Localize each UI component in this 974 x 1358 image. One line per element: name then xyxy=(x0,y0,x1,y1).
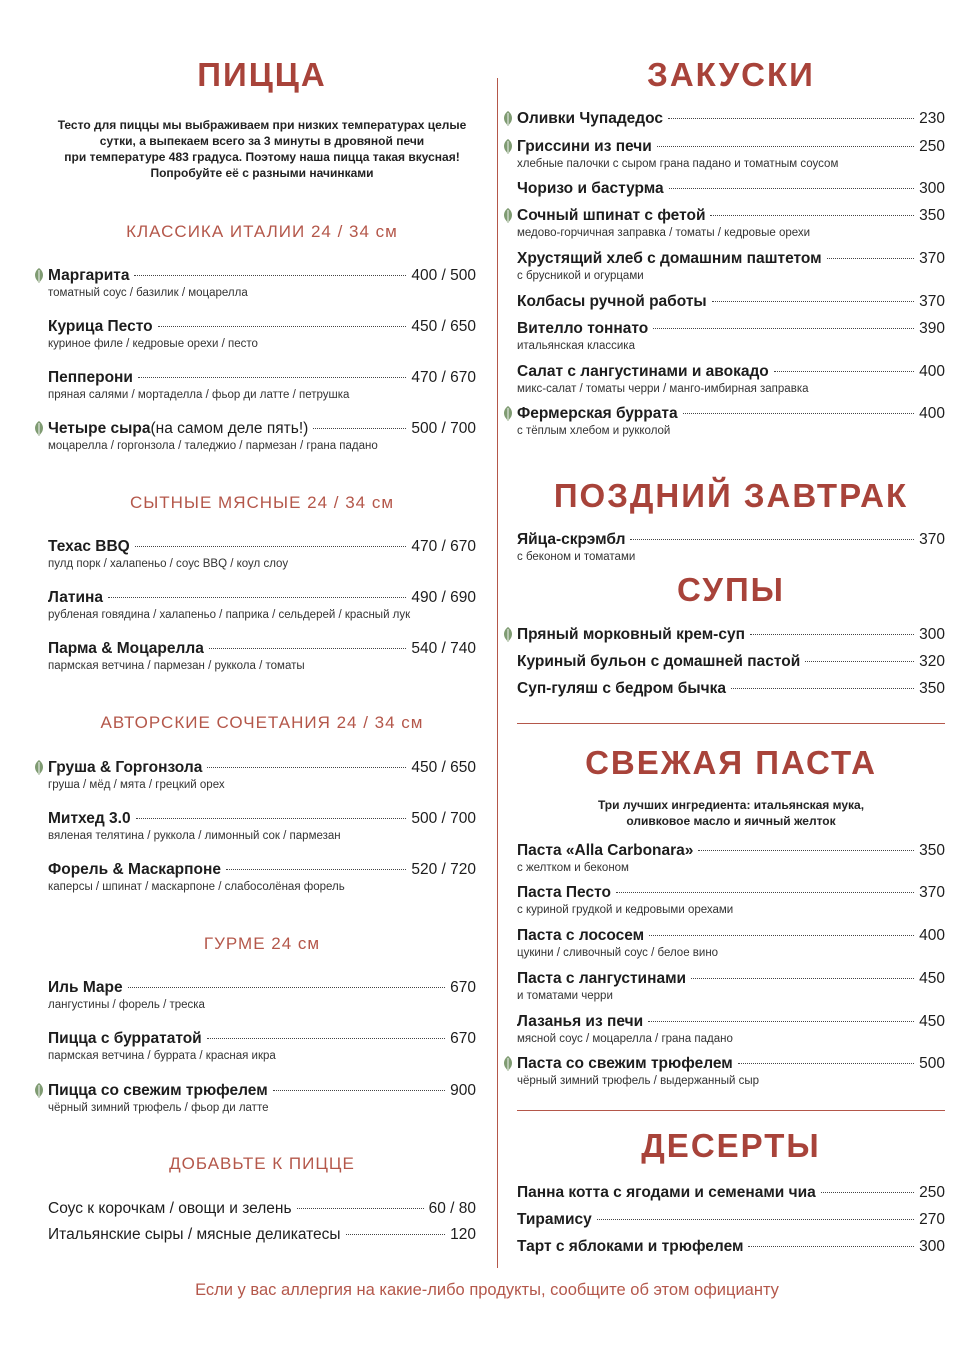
menu-item-row xyxy=(517,136,945,157)
vegetarian-leaf-icon xyxy=(503,627,513,642)
menu-item-price: 400 xyxy=(919,363,945,380)
menu-item-row xyxy=(517,1236,945,1257)
menu-item xyxy=(517,1236,945,1257)
dot-leader xyxy=(346,1234,446,1235)
menu-item-name: Паста с лососем xyxy=(517,927,645,944)
menu-item-name: Салат с лангустинами и авокадо xyxy=(517,363,769,380)
allergy-note: Если у вас аллергия на какие-либо продукты, сообщите об этом официанту xyxy=(195,1281,779,1299)
menu-item-row xyxy=(517,968,945,989)
menu-item-price: 350 xyxy=(919,842,945,859)
dot-leader xyxy=(128,987,445,988)
vegetarian-leaf-icon xyxy=(503,208,513,223)
menu-item-row xyxy=(517,1209,945,1230)
menu-item-row xyxy=(517,291,945,312)
soups-title: СУПЫ xyxy=(677,571,785,608)
vegetarian-leaf-icon xyxy=(503,139,513,154)
menu-item-price: 400 xyxy=(919,927,945,944)
menu-item-row xyxy=(517,403,945,424)
menu-item xyxy=(48,418,476,453)
dot-leader xyxy=(750,634,914,635)
menu-item-name: Парма & Моцарелла xyxy=(48,640,204,657)
menu-item-description: мясной соус / моцарелла / грана падано xyxy=(517,1033,733,1045)
menu-item xyxy=(517,1011,945,1046)
dot-leader xyxy=(748,1246,914,1247)
menu-item-row xyxy=(48,638,476,659)
dot-leader xyxy=(135,546,407,547)
menu-item-price: 370 xyxy=(919,250,945,267)
menu-item-name: Пицца с буррататой xyxy=(48,1030,202,1047)
menu-item-price: 370 xyxy=(919,531,945,548)
section-title: ДОБАВЬТЕ К ПИЦЦЕ xyxy=(169,1154,355,1173)
breakfast-title: ПОЗДНИЙ ЗАВТРАК xyxy=(553,477,909,514)
menu-item xyxy=(517,108,945,129)
menu-item-row xyxy=(48,536,476,557)
menu-item-name: Латина xyxy=(48,589,103,606)
menu-item-name: Сочный шпинат с фетой xyxy=(517,207,706,224)
menu-item-price: 250 xyxy=(919,1184,945,1201)
menu-item-name: Колбасы ручной работы xyxy=(517,293,707,310)
dot-leader xyxy=(668,118,914,119)
dot-leader xyxy=(805,661,914,662)
dot-leader xyxy=(313,428,406,429)
dot-leader xyxy=(649,935,914,936)
menu-item-row xyxy=(517,248,945,269)
menu-item-name: Тирамису xyxy=(517,1211,592,1228)
menu-item-row xyxy=(48,587,476,608)
menu-item xyxy=(517,248,945,283)
section-title: КЛАССИКА ИТАЛИИ 24 / 34 см xyxy=(126,222,398,241)
menu-item xyxy=(48,1028,476,1063)
menu-item xyxy=(517,925,945,960)
dot-leader xyxy=(209,648,407,649)
menu-item-description: с беконом и томатами xyxy=(517,551,636,563)
menu-item-price: 490 / 690 xyxy=(411,589,476,606)
menu-item-row xyxy=(48,1080,476,1101)
menu-item-name: Пряный морковный крем-суп xyxy=(517,626,745,643)
menu-item-price: 540 / 740 xyxy=(411,640,476,657)
menu-item-row xyxy=(517,651,945,672)
menu-item-price: 500 xyxy=(919,1055,945,1072)
section-title: ГУРМЕ 24 см xyxy=(203,934,321,953)
menu-item-name: Иль Маре xyxy=(48,979,123,996)
menu-item-row xyxy=(517,840,945,861)
menu-item-row xyxy=(48,859,476,880)
menu-item xyxy=(517,291,945,312)
dot-leader xyxy=(657,146,914,147)
menu-item-name: Пепперони xyxy=(48,369,133,386)
menu-item-row xyxy=(48,977,476,998)
menu-item-description: куриное филе / кедровые орехи / песто xyxy=(48,338,258,350)
menu-item-row xyxy=(48,367,476,388)
menu-item-name: Паста с лангустинами xyxy=(517,970,687,987)
zakuski-title: ЗАКУСКИ xyxy=(647,56,815,93)
dot-leader xyxy=(616,892,914,893)
menu-item-name: Куриный бульон с домашней пастой xyxy=(517,653,801,670)
dot-leader xyxy=(108,597,406,598)
menu-item xyxy=(517,882,945,917)
menu-item xyxy=(517,1053,945,1088)
menu-item-price: 400 xyxy=(919,405,945,422)
dot-leader xyxy=(774,371,914,372)
menu-item-row xyxy=(517,178,945,199)
menu-item-description: томатный соус / базилик / моцарелла xyxy=(48,287,248,299)
menu-item xyxy=(48,316,476,351)
menu-item-price: 60 / 80 xyxy=(428,1200,476,1217)
menu-item xyxy=(48,367,476,402)
dot-leader xyxy=(273,1090,445,1091)
menu-item-name: Оливки Чупадедос xyxy=(517,110,664,127)
menu-item xyxy=(517,529,945,564)
menu-item-name: Чоризо и бастурма xyxy=(517,180,664,197)
dot-leader xyxy=(630,539,914,540)
dot-leader xyxy=(691,978,914,979)
menu-item-name: Яйца-скрэмбл xyxy=(517,531,626,548)
menu-item xyxy=(48,859,476,894)
menu-item-name: Паста «Alla Carbonara» xyxy=(517,842,694,859)
menu-item-row xyxy=(517,624,945,645)
menu-item-price: 350 xyxy=(919,680,945,697)
menu-item-description: с тёплым хлебом и рукколой xyxy=(517,425,671,437)
menu-item-description: с желтком и беконом xyxy=(517,862,629,874)
menu-item-price: 250 xyxy=(919,138,945,155)
menu-item-price: 900 xyxy=(450,1082,476,1099)
dot-leader xyxy=(158,326,407,327)
menu-item-row xyxy=(517,205,945,226)
menu-item-description: чёрный зимний трюфель / фьор ди латте xyxy=(48,1102,269,1114)
menu-item-description: вяленая телятина / руккола / лимонный сок / пармезан xyxy=(48,830,341,842)
section-title: СЫТНЫЕ МЯСНЫЕ 24 / 34 см xyxy=(129,493,395,512)
menu-item-description: итальянская классика xyxy=(517,340,635,352)
pizza-intro: Тесто для пиццы мы выбраживаем при низких температурах целые сутки, а выпекаем всего за 3 минуты в дровяной печи при температуре 483 градуса. Поэтому наша пицца такая вкусная! Попробуйте её с разными начинками xyxy=(57,118,467,180)
menu-item xyxy=(517,318,945,353)
dot-leader xyxy=(738,1063,914,1064)
dot-leader xyxy=(226,869,406,870)
menu-item-row xyxy=(48,757,476,778)
menu-item xyxy=(48,638,476,673)
menu-item-name: Паста Песто xyxy=(517,884,611,901)
vegetarian-leaf-icon xyxy=(34,421,44,436)
menu-item-name: Итальянские сыры / мясные деликатесы xyxy=(48,1226,341,1243)
menu-item-description: пулд порк / халапеньо / соус BBQ / коул слоу xyxy=(48,558,289,570)
menu-item-name: Форель & Маскарпоне xyxy=(48,861,221,878)
menu-item-description: и томатами черри xyxy=(517,990,613,1002)
dot-leader xyxy=(138,377,406,378)
vegetarian-leaf-icon xyxy=(34,760,44,775)
dot-leader xyxy=(827,258,915,259)
menu-item-name: Вителло тоннато xyxy=(517,320,649,337)
menu-item-name: Хрустящий хлеб с домашним паштетом xyxy=(517,250,822,267)
dot-leader xyxy=(669,188,914,189)
menu-item-name: Маргарита xyxy=(48,267,130,284)
menu-item-description: моцарелла / горгонзола / таледжио / пармезан / грана падано xyxy=(48,440,378,452)
menu-item-row xyxy=(517,1011,945,1032)
menu-item-name: Пицца со свежим трюфелем xyxy=(48,1082,268,1099)
menu-item-row xyxy=(48,265,476,286)
menu-item xyxy=(517,361,945,396)
menu-item xyxy=(48,1224,476,1245)
menu-item-row xyxy=(48,316,476,337)
menu-item-price: 670 xyxy=(450,1030,476,1047)
menu-item-price: 470 / 670 xyxy=(411,369,476,386)
dot-leader xyxy=(731,688,914,689)
dot-leader xyxy=(698,850,914,851)
dot-leader xyxy=(597,1219,914,1220)
menu-item-price: 450 / 650 xyxy=(411,759,476,776)
menu-item xyxy=(517,840,945,875)
menu-item-name: Соус к корочкам / овощи и зелень xyxy=(48,1200,292,1217)
dot-leader xyxy=(653,328,914,329)
dot-leader xyxy=(710,215,914,216)
dot-leader xyxy=(683,413,915,414)
menu-item-price: 120 xyxy=(450,1226,476,1243)
desserts-title: ДЕСЕРТЫ xyxy=(641,1127,821,1164)
menu-item-name: Техас BBQ xyxy=(48,538,130,555)
dot-leader xyxy=(648,1021,914,1022)
menu-item-description: рубленая говядина / халапеньо / паприка / сельдерей / красный лук xyxy=(48,609,411,621)
menu-item-name: Тарт с яблоками и трюфелем xyxy=(517,1238,744,1255)
menu-item-row xyxy=(48,418,476,439)
menu-item-description: с брусникой и огурцами xyxy=(517,270,644,282)
menu-item xyxy=(48,1198,476,1219)
menu-item-name: Митхед 3.0 xyxy=(48,810,131,827)
menu-item-row xyxy=(48,1224,476,1245)
menu-item xyxy=(517,136,945,171)
menu-item xyxy=(517,205,945,240)
menu-item xyxy=(48,1080,476,1115)
menu-item xyxy=(48,536,476,571)
pasta-intro: Три лучших ингредиента: итальянская мука, оливковое масло и яичный желток xyxy=(597,798,865,828)
pasta-title: СВЕЖАЯ ПАСТА xyxy=(585,744,877,781)
menu-item xyxy=(48,977,476,1012)
menu-item-price: 370 xyxy=(919,293,945,310)
menu-item-price: 350 xyxy=(919,207,945,224)
menu-item xyxy=(48,265,476,300)
menu-item xyxy=(517,1182,945,1203)
menu-item-price: 670 xyxy=(450,979,476,996)
menu-item-row xyxy=(517,361,945,382)
menu-item-price: 390 xyxy=(919,320,945,337)
menu-item-name: Гриссини из печи xyxy=(517,138,652,155)
dot-leader xyxy=(297,1208,424,1209)
vegetarian-leaf-icon xyxy=(503,406,513,421)
menu-item-price: 230 xyxy=(919,110,945,127)
menu-item-name: Курица Песто xyxy=(48,318,153,335)
menu-item xyxy=(48,587,476,622)
menu-item-price: 400 / 500 xyxy=(411,267,476,284)
menu-item-name: Четыре сыра xyxy=(48,420,151,437)
menu-item-row xyxy=(517,108,945,129)
menu-item-description: пармская ветчина / буррата / красная икра xyxy=(48,1050,276,1062)
dot-leader xyxy=(207,1038,445,1039)
menu-item-name: Панна котта с ягодами и семенами чиа xyxy=(517,1184,816,1201)
menu-item-name: Фермерская буррата xyxy=(517,405,678,422)
menu-item-price: 300 xyxy=(919,1238,945,1255)
menu-item-description: микс-салат / томаты черри / манго-имбирная заправка xyxy=(517,383,809,395)
menu-item-row xyxy=(517,529,945,550)
menu-item-name: Груша & Горгонзола xyxy=(48,759,203,776)
dot-leader xyxy=(136,818,407,819)
menu-item-row xyxy=(48,808,476,829)
dot-leader xyxy=(134,275,406,276)
vegetarian-leaf-icon xyxy=(34,268,44,283)
vegetarian-leaf-icon xyxy=(34,1083,44,1098)
menu-item-description: хлебные палочки с сыром грана падано и томатным соусом xyxy=(517,158,839,170)
menu-item-price: 300 xyxy=(919,180,945,197)
menu-item-name-extra: (на самом деле пять!) xyxy=(150,420,309,437)
menu-item-name: Лазанья из печи xyxy=(517,1013,644,1030)
menu-item xyxy=(517,678,945,699)
menu-item-name: Суп-гуляш с бедром бычка xyxy=(517,680,726,697)
menu-item-row xyxy=(48,1028,476,1049)
menu-item xyxy=(48,808,476,843)
menu-item-price: 500 / 700 xyxy=(411,420,476,437)
menu-item xyxy=(517,624,945,645)
menu-item-description: лангустины / форель / треска xyxy=(48,999,205,1011)
dot-leader xyxy=(712,301,914,302)
section-title: АВТОРСКИЕ СОЧЕТАНИЯ 24 / 34 см xyxy=(100,713,424,732)
menu-item-description: медово-горчичная заправка / томаты / кедровые орехи xyxy=(517,227,811,239)
dot-leader xyxy=(207,767,406,768)
menu-item xyxy=(517,178,945,199)
menu-item-price: 500 / 700 xyxy=(411,810,476,827)
dot-leader xyxy=(821,1192,914,1193)
menu-item-description: цукини / сливочный соус / белое вино xyxy=(517,947,719,959)
menu-item xyxy=(517,403,945,438)
pizza-title: ПИЦЦА xyxy=(197,56,327,93)
menu-item xyxy=(517,1209,945,1230)
menu-item-row xyxy=(517,1053,945,1074)
menu-item-row xyxy=(517,1182,945,1203)
menu-item-description: пармская ветчина / пармезан / руккола / томаты xyxy=(48,660,305,672)
menu-item-description: каперсы / шпинат / маскарпоне / слабосолёная форель xyxy=(48,881,345,893)
menu-item-price: 450 xyxy=(919,1013,945,1030)
menu-item-price: 470 / 670 xyxy=(411,538,476,555)
menu-item-row xyxy=(517,882,945,903)
menu-item-price: 300 xyxy=(919,626,945,643)
menu-item-row xyxy=(517,678,945,699)
menu-item-description: чёрный зимний трюфель / выдержанный сыр xyxy=(517,1075,760,1087)
menu-item-row xyxy=(517,318,945,339)
menu-item-price: 450 xyxy=(919,970,945,987)
section-divider xyxy=(517,1110,945,1111)
menu-item-row xyxy=(517,925,945,946)
vegetarian-leaf-icon xyxy=(503,1056,513,1071)
menu-item-row xyxy=(48,1198,476,1219)
menu-item-price: 450 / 650 xyxy=(411,318,476,335)
column-divider xyxy=(497,78,498,1268)
menu-item xyxy=(517,968,945,1003)
vegetarian-leaf-icon xyxy=(503,111,513,126)
menu-item-price: 320 xyxy=(919,653,945,670)
menu-item xyxy=(48,757,476,792)
menu-item-description: пряная салями / мортаделла / фьор ди латте / петрушка xyxy=(48,389,350,401)
section-divider xyxy=(517,723,945,724)
menu-item-price: 520 / 720 xyxy=(411,861,476,878)
menu-item-description: груша / мёд / мята / грецкий орех xyxy=(48,779,225,791)
menu-item-name: Паста со свежим трюфелем xyxy=(517,1055,733,1072)
menu-item-description: с куриной грудкой и кедровыми орехами xyxy=(517,904,734,916)
menu-item-price: 370 xyxy=(919,884,945,901)
menu-item-price: 270 xyxy=(919,1211,945,1228)
menu-item xyxy=(517,651,945,672)
